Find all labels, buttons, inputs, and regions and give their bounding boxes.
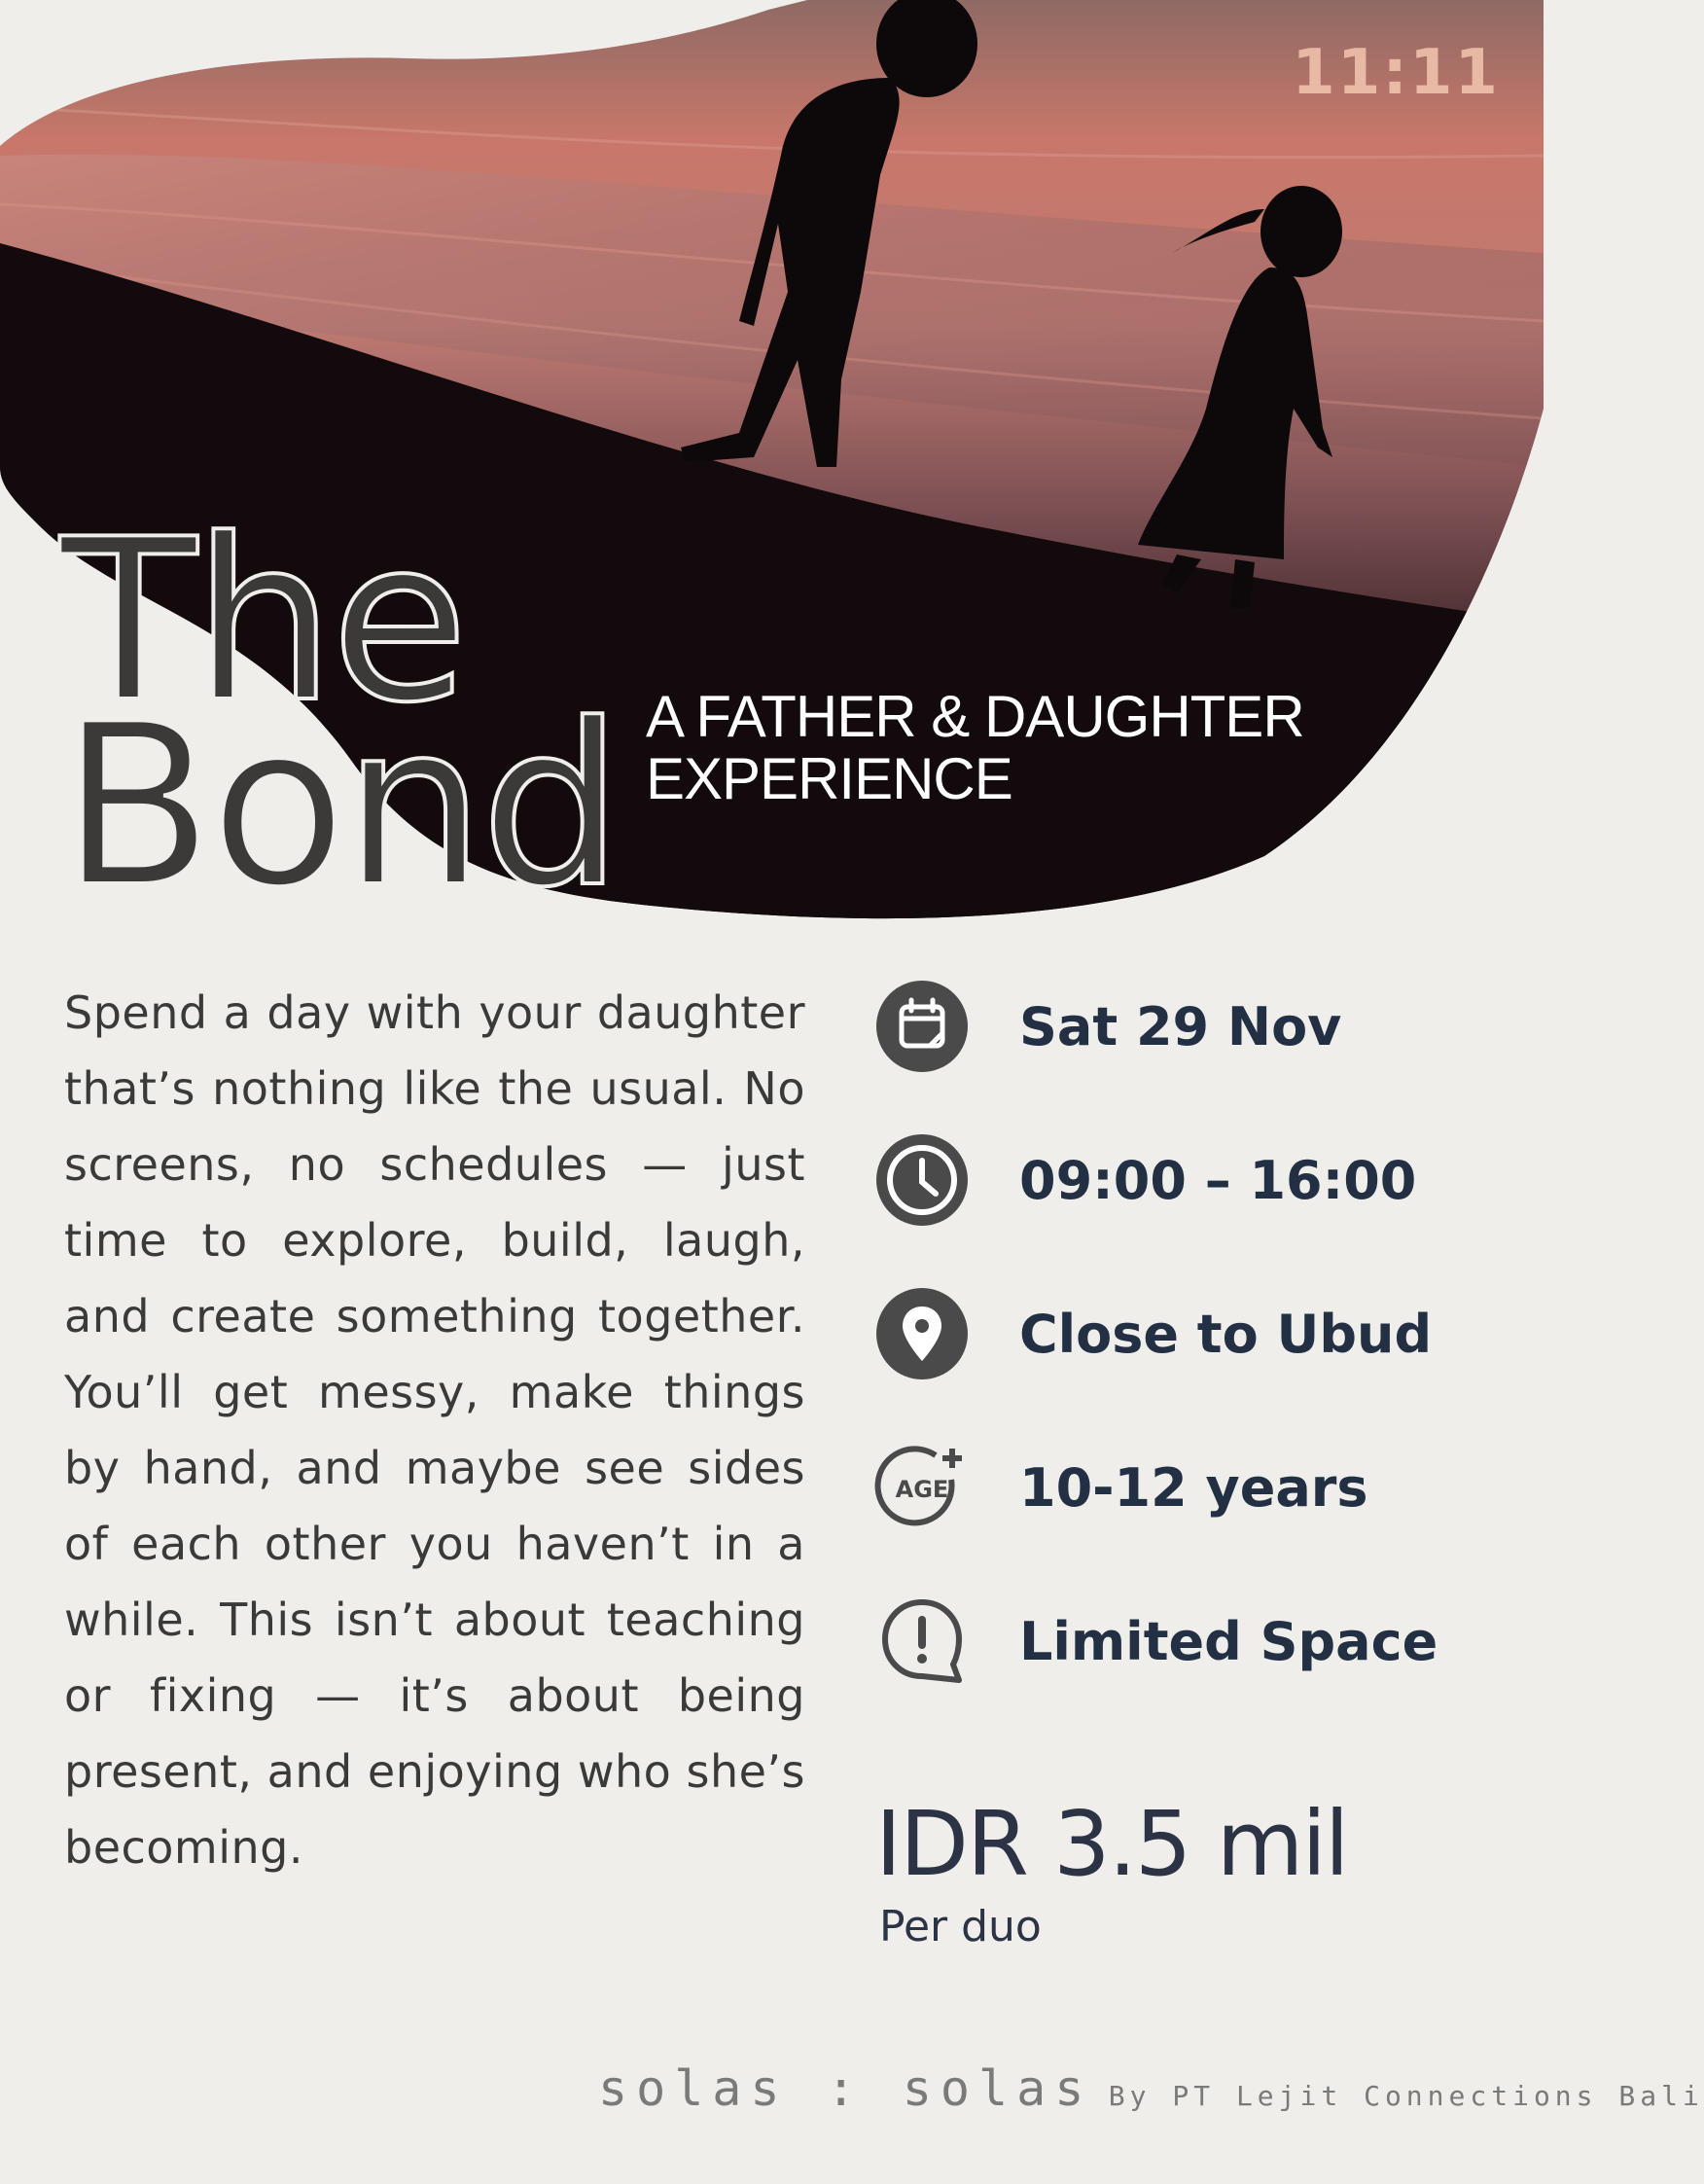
detail-age-label: 10-12 years	[1019, 1456, 1368, 1519]
subtitle-line-2: EXPERIENCE	[646, 746, 1012, 811]
footer	[598, 2060, 1704, 2117]
detail-time-label: 09:00 – 16:00	[1019, 1149, 1417, 1211]
brand-logo: 11:11	[1292, 37, 1500, 109]
title-line-2: Bond	[60, 677, 620, 937]
footer-brand: solas : solas	[598, 2060, 1093, 2117]
price-unit: Per duo	[879, 1902, 1042, 1951]
detail-age	[875, 1439, 1498, 1536]
age-icon-text: AGE	[895, 1476, 949, 1503]
age-plus-icon	[875, 1441, 969, 1534]
detail-location	[875, 1285, 1498, 1382]
location-pin-icon	[875, 1287, 969, 1380]
calendar-icon	[875, 980, 969, 1073]
detail-capacity	[875, 1593, 1498, 1690]
subtitle	[646, 686, 1304, 810]
alert-bubble-icon	[875, 1594, 969, 1688]
detail-capacity-label: Limited Space	[1019, 1610, 1438, 1672]
detail-date	[875, 978, 1498, 1075]
event-description: Spend a day with your daughter that’s nothing like the usual. No screens, no schedules — just time to explore, build, laugh, and create something together. You’ll get messy, make things by hand, and maybe see sides of each other you haven’t in a while. This isn’t about teaching or fixing — it’s about being present, and enjoying who she’s becoming.	[64, 986, 805, 1874]
subtitle-line-1: A FATHER & DAUGHTER	[646, 684, 1304, 749]
detail-time	[875, 1131, 1498, 1229]
price-amount: IDR 3.5 mil	[875, 1792, 1348, 1896]
detail-location-label: Close to Ubud	[1019, 1303, 1433, 1365]
detail-date-label: Sat 29 Nov	[1019, 995, 1342, 1057]
clock-icon	[875, 1133, 969, 1227]
title-line-1: The	[60, 492, 465, 752]
footer-company: By PT Lejit Connections Bali	[1108, 2080, 1704, 2112]
